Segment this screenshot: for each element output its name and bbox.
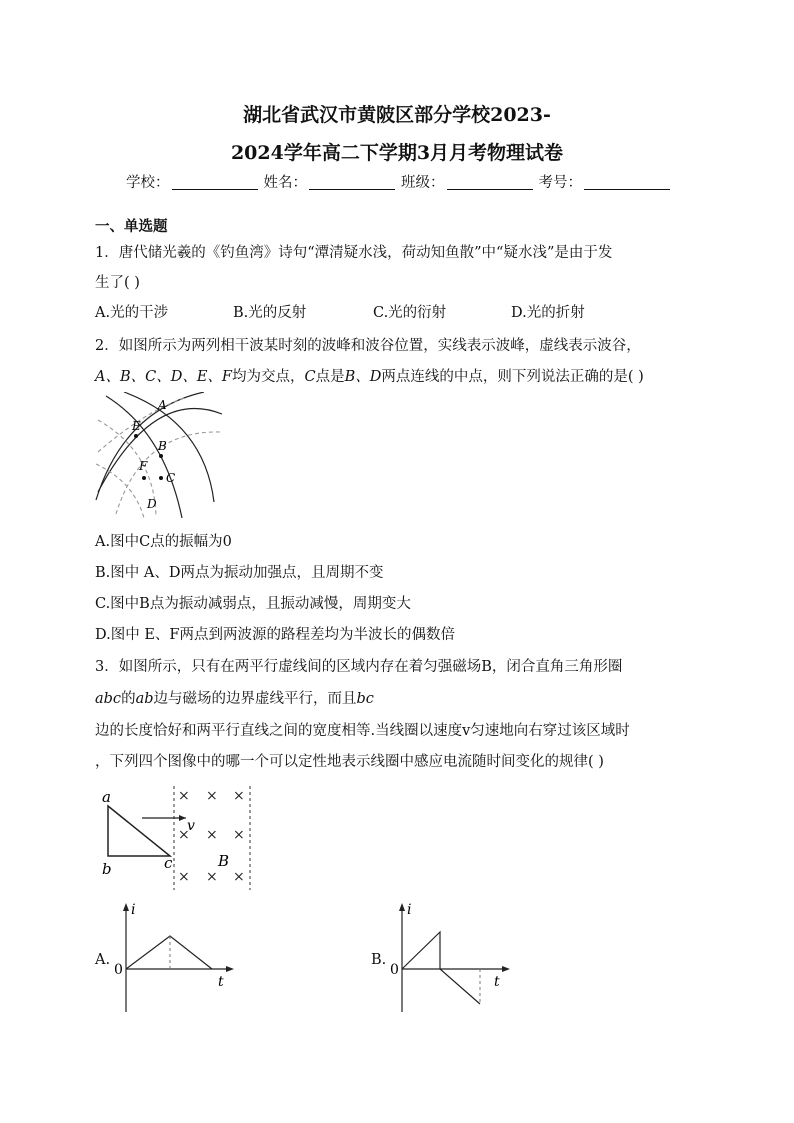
svg-text:×: × <box>178 788 190 804</box>
q3-option-b: B. <box>371 952 387 968</box>
q1-option-d: D.光的折射 <box>511 305 585 321</box>
q1-option-a: A.光的干涉 <box>95 305 169 321</box>
point-f <box>142 476 146 480</box>
q2-option-b: B.图中 A、D两点为振动加强点，且周期不变 <box>95 565 384 581</box>
point-b <box>159 454 163 458</box>
q3-side-bc: bc <box>356 691 374 707</box>
label-e: E <box>132 419 141 433</box>
svg-text:×: × <box>233 827 245 843</box>
q3-stem-line2 <box>95 687 374 708</box>
q1-stem-line2: 生了( ) <box>95 275 140 291</box>
q3-stem-line1: 3．如图所示，只有在两平行虚线间的区域内存在着匀强磁场B，闭合直角三角形圈 <box>95 659 623 675</box>
label-f: F <box>139 459 148 473</box>
current-curve <box>126 936 212 969</box>
q2-text: 两点连线的中点，则下列说法正确的是( ) <box>381 369 644 385</box>
origin-label: 0 <box>390 962 399 978</box>
axis-i-label: i <box>407 902 412 918</box>
label-a: A <box>158 398 167 412</box>
q1-option-c: C.光的衍射 <box>373 305 447 321</box>
label-a: a <box>102 788 111 806</box>
label-v: v <box>187 818 195 834</box>
label-field-b: B <box>218 852 230 870</box>
page-title-line2: 2024学年高二下学期3月月考物理试卷 <box>230 142 564 164</box>
q2-stem-line2 <box>95 365 644 386</box>
svg-text:×: × <box>178 827 190 843</box>
label-c: C <box>166 471 176 485</box>
q2-points-label: A、B、C、D、E、F <box>95 369 232 385</box>
q2-stem-line1: 2．如图所示为两列相干波某时刻的波峰和波谷位置，实线表示波峰，虚线表示波谷， <box>95 338 641 354</box>
point-e <box>134 434 138 438</box>
svg-text:×: × <box>233 788 245 804</box>
q3-text: 边与磁场的边界虚线平行，而且 <box>153 691 357 707</box>
q3-option-a: A. <box>95 952 111 968</box>
svg-text:×: × <box>206 788 218 804</box>
page-title-line1: 湖北省武汉市黄陂区部分学校2023- <box>243 104 551 126</box>
origin-label: 0 <box>114 962 123 978</box>
svg-text:×: × <box>178 869 190 885</box>
graph-b <box>388 900 518 1018</box>
q3-side-ab: ab <box>135 691 154 707</box>
q2-option-d: D.图中 E、F两点到两波源的路程差均为半波长的偶数倍 <box>95 627 455 643</box>
coil-field-figure <box>96 784 258 892</box>
class-blank[interactable] <box>447 175 533 190</box>
axis-t-label: t <box>494 974 500 990</box>
name-label: 姓名： <box>263 175 307 191</box>
current-curve <box>402 932 480 1004</box>
name-blank[interactable] <box>309 175 395 190</box>
exam-no-label: 考号： <box>538 175 582 191</box>
q3-stem-line3: 边的长度恰好和两平行直线之间的宽度相等.当线圈以速度v匀速地向右穿过该区域时 <box>95 723 630 739</box>
svg-text:×: × <box>206 869 218 885</box>
graph-a <box>112 900 242 1018</box>
class-label: 班级： <box>401 175 445 191</box>
q2-text: 点是 <box>315 369 345 385</box>
label-d: D <box>147 497 157 511</box>
label-b: B <box>158 439 167 453</box>
q1-stem-line1: 1．唐代储光羲的《钓鱼湾》诗句“潭清疑水浅，荷动知鱼散”中“疑水浅”是由于发 <box>95 245 613 261</box>
q2-option-a: A.图中C点的振幅为0 <box>95 534 232 550</box>
q3-stem-line4: ，下列四个图像中的哪一个可以定性地表示线圈中感应电流随时间变化的规律( ) <box>95 754 604 770</box>
svg-text:×: × <box>233 869 245 885</box>
q2-point-c: C <box>304 369 316 385</box>
point-c <box>159 476 163 480</box>
q1-option-b: B.光的反射 <box>233 305 307 321</box>
q2-text: 均为交点， <box>232 369 305 385</box>
q2-points-bd: B、D <box>344 369 382 385</box>
section-heading: 一、单选题 <box>95 218 168 235</box>
school-label: 学校： <box>126 175 170 191</box>
field-crosses <box>178 788 245 885</box>
axis-i-label: i <box>131 902 136 918</box>
q3-triangle-abc: abc <box>95 691 122 707</box>
q3-text: 的 <box>121 691 136 707</box>
q2-option-c: C.图中B点为振动减弱点，且振动减慢，周期变大 <box>95 596 411 612</box>
school-blank[interactable] <box>172 175 258 190</box>
wave-interference-figure <box>94 392 224 520</box>
exam-no-blank[interactable] <box>584 175 670 190</box>
student-info-line <box>126 171 676 192</box>
label-b: b <box>102 860 112 878</box>
axis-t-label: t <box>218 974 224 990</box>
triangle-coil <box>108 806 170 856</box>
label-c: c <box>164 854 173 872</box>
svg-text:×: × <box>206 827 218 843</box>
